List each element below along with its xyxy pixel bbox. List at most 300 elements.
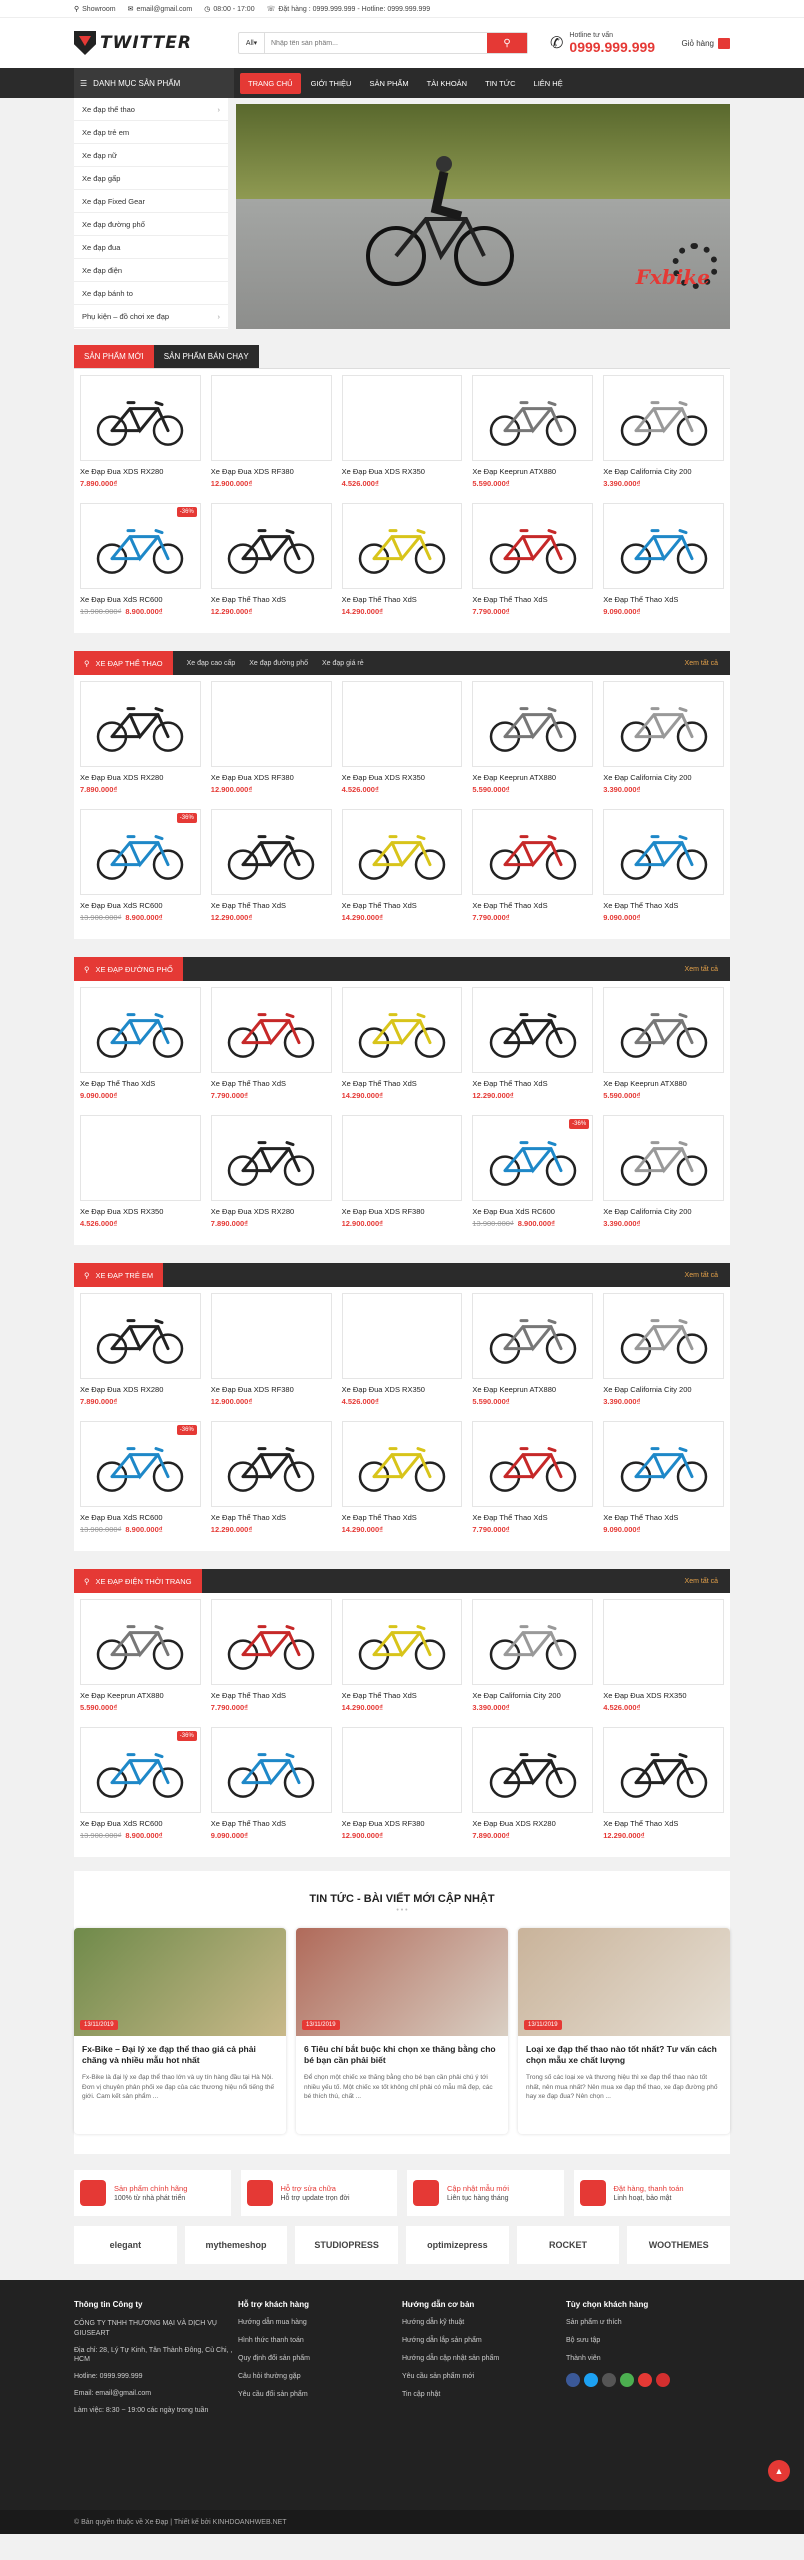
product-image[interactable] (342, 809, 463, 895)
product-name[interactable]: Xe Đạp Đua XDS RX280 (80, 467, 164, 476)
news-title: TIN TỨC - BÀI VIẾT MỚI CẬP NHẬT (309, 1893, 495, 1905)
product-card[interactable] (342, 809, 463, 933)
current-price: 14.290.000₫ (341, 1703, 383, 1712)
tab-0[interactable]: SẢN PHẨM MỚI (74, 345, 154, 368)
product-name[interactable]: Xe Đạp Đua XDS RF380 (341, 1819, 425, 1828)
menu-item-5[interactable]: LIÊN HỆ (533, 78, 563, 88)
bike-illustration (223, 1007, 319, 1059)
product-name[interactable]: Xe Đạp Keeprun ATX880 (472, 773, 557, 782)
brand-logo[interactable]: mythemeshop (185, 2226, 288, 2264)
hero (74, 98, 730, 329)
product-card[interactable] (80, 987, 201, 1111)
footer-link[interactable]: Hướng dẫn kỹ thuật (402, 2319, 465, 2326)
cart-button[interactable] (682, 38, 730, 49)
product-name[interactable]: Xe Đạp Đua XDS RF380 (210, 773, 294, 782)
footer-link[interactable]: Thành viên (566, 2355, 601, 2362)
product-image[interactable] (211, 1115, 332, 1201)
product-name[interactable]: Xe Đạp Đua XDS RX350 (80, 1207, 164, 1216)
product-card[interactable] (80, 503, 201, 627)
product-image[interactable] (342, 1115, 463, 1201)
bike-illustration (616, 395, 712, 447)
logo-text: TWITTER (100, 33, 192, 53)
product-card[interactable] (603, 375, 724, 499)
feature-box (241, 2170, 398, 2216)
product-card[interactable] (472, 681, 593, 805)
footer-link[interactable]: Câu hỏi thường gặp (238, 2373, 301, 2380)
product-name[interactable]: Xe Đạp Keeprun ATX880 (472, 1385, 557, 1394)
bike-illustration (354, 523, 450, 575)
section-sublink[interactable]: Xe đạp giá rẻ (321, 659, 364, 667)
old-price: 13.900.000₫ (80, 1831, 122, 1840)
product-card[interactable] (80, 1421, 201, 1545)
product-image[interactable] (80, 1421, 201, 1507)
product-image[interactable] (211, 987, 332, 1073)
menu-item-1[interactable]: GIỚI THIỆU (310, 78, 352, 88)
product-card[interactable] (211, 1115, 332, 1239)
feature-text (281, 2184, 350, 2202)
section-header (74, 957, 730, 981)
product-name[interactable]: Xe Đạp Đua XdS RC600 (80, 1819, 163, 1828)
product-image[interactable] (342, 1293, 463, 1379)
hotline[interactable] (550, 32, 655, 55)
product-image[interactable] (80, 1115, 201, 1201)
view-all-link[interactable]: Xem tất cả (684, 965, 718, 973)
product-name[interactable]: Xe Đạp Thể Thao XdS (603, 595, 679, 604)
product-price (80, 479, 201, 488)
product-image[interactable] (80, 987, 201, 1073)
product-price (80, 1397, 201, 1406)
current-price: 8.900.000₫ (517, 1219, 555, 1228)
product-image[interactable] (603, 1599, 724, 1685)
brand-logo[interactable]: ROCKET (517, 2226, 620, 2264)
product-card[interactable] (472, 1421, 593, 1545)
product-image[interactable] (472, 1727, 593, 1813)
search-button[interactable] (487, 33, 527, 53)
menu-item-4[interactable]: TIN TỨC (485, 78, 516, 88)
product-name[interactable]: Xe Đạp Keeprun ATX880 (472, 467, 557, 476)
product-name[interactable]: Xe Đạp Đua XDS RX350 (341, 773, 425, 782)
product-name[interactable]: Xe Đạp Đua XDS RX280 (80, 1385, 164, 1394)
news-excerpt: Để chọn một chiếc xe thăng bằng cho bé bạn cần phải chú ý tới nhiều yếu tố. Một chiếc xe tốt không chỉ phải có mẫu mã đẹp, các bé thích thú, chất ... (304, 2073, 493, 2101)
product-image[interactable] (80, 1727, 201, 1813)
product-name[interactable]: Xe Đạp Đua XdS RC600 (80, 1513, 163, 1522)
product-image[interactable] (211, 1293, 332, 1379)
product-image[interactable] (80, 375, 201, 461)
box-icon (413, 2180, 439, 2206)
product-card[interactable] (472, 809, 593, 933)
feature-title: Hỗ trợ sửa chữa (280, 2184, 336, 2193)
product-name[interactable]: Xe Đạp Thể Thao XdS (210, 1079, 286, 1088)
hotline-label: Hotline tư vấn (569, 31, 614, 39)
product-card[interactable] (211, 375, 332, 499)
view-all-link[interactable]: Xem tất cả (684, 1577, 718, 1585)
category-menu-toggle[interactable] (74, 68, 234, 98)
current-price: 8.900.000₫ (125, 1831, 163, 1840)
product-name[interactable]: Xe Đạp Đua XDS RX280 (210, 1207, 295, 1216)
product-image[interactable] (342, 1727, 463, 1813)
product-card[interactable] (342, 1115, 463, 1239)
product-card[interactable] (211, 681, 332, 805)
category-item[interactable] (74, 236, 228, 259)
product-price (211, 785, 332, 794)
facebook-icon[interactable] (566, 2373, 580, 2387)
product-image[interactable] (80, 503, 201, 589)
news-card[interactable] (518, 1928, 730, 2134)
product-card[interactable] (342, 1293, 463, 1417)
bike-illustration (92, 395, 188, 447)
product-card[interactable] (80, 1599, 201, 1723)
section-title[interactable] (74, 651, 173, 675)
category-item[interactable] (74, 98, 228, 121)
category-item[interactable] (74, 190, 228, 213)
news-title[interactable]: Loại xe đạp thể thao nào tốt nhất? Tư vấn cách chọn mẫu xe chất lượng (526, 2044, 717, 2066)
category-item[interactable] (74, 121, 228, 144)
search-category-select[interactable]: All ▾ (239, 33, 265, 53)
product-card[interactable] (342, 503, 463, 627)
menu-item-2[interactable]: SẢN PHẨM (369, 78, 409, 88)
news-date: 13/11/2019 (302, 2020, 340, 2030)
product-image[interactable] (342, 375, 463, 461)
product-card[interactable] (342, 1727, 463, 1851)
category-item[interactable] (74, 144, 228, 167)
product-name[interactable]: Xe Đạp Thể Thao XdS (210, 1819, 286, 1828)
product-image[interactable] (472, 503, 593, 589)
product-image[interactable] (472, 1115, 593, 1201)
product-card[interactable] (603, 809, 724, 933)
product-card[interactable] (211, 1293, 332, 1417)
product-image[interactable] (80, 1293, 201, 1379)
product-card[interactable] (211, 503, 332, 627)
product-card[interactable] (342, 1599, 463, 1723)
product-name[interactable]: Xe Đạp Thể Thao XdS (341, 595, 417, 604)
current-price: 14.290.000₫ (341, 1091, 383, 1100)
footer-link[interactable]: Bộ sưu tập (566, 2337, 601, 2344)
product-image[interactable] (80, 809, 201, 895)
product-image[interactable] (603, 1115, 724, 1201)
search-category-value: All (245, 39, 254, 47)
product-price (342, 913, 463, 922)
product-price (342, 1703, 463, 1712)
logo-shield-icon (74, 31, 96, 55)
product-card[interactable] (603, 1421, 724, 1545)
product-image[interactable] (80, 1599, 201, 1685)
product-card[interactable] (211, 987, 332, 1111)
bike-illustration (616, 1747, 712, 1799)
section-title[interactable] (74, 1263, 163, 1287)
product-card[interactable] (80, 375, 201, 499)
current-price: 7.790.000₫ (472, 607, 510, 616)
news-image[interactable] (518, 1928, 730, 2036)
email-icon[interactable] (602, 2373, 616, 2387)
product-image[interactable] (211, 1599, 332, 1685)
product-image[interactable] (342, 1421, 463, 1507)
product-name[interactable]: Xe Đạp Thể Thao XdS (210, 595, 286, 604)
product-card[interactable] (80, 1293, 201, 1417)
product-name[interactable]: Xe Đạp Thể Thao XdS (603, 901, 679, 910)
product-card[interactable] (603, 681, 724, 805)
current-price: 5.590.000₫ (472, 785, 510, 794)
product-name[interactable]: Xe Đạp Đua XdS RC600 (80, 595, 163, 604)
news-image[interactable] (74, 1928, 286, 2036)
product-name[interactable]: Xe Đạp Thể Thao XdS (472, 1513, 548, 1522)
product-name[interactable]: Xe Đạp California City 200 (603, 467, 692, 476)
product-name[interactable]: Xe Đạp Thể Thao XdS (210, 1691, 286, 1700)
current-price: 7.890.000₫ (80, 479, 118, 488)
feature-text (614, 2184, 684, 2202)
email-link[interactable] (128, 5, 193, 13)
product-image[interactable] (472, 1293, 593, 1379)
product-image[interactable] (603, 1727, 724, 1813)
badge-icon (80, 2180, 106, 2206)
product-name[interactable]: Xe Đạp Đua XDS RX350 (341, 467, 425, 476)
footer-link[interactable]: Quy định đổi sản phẩm (238, 2355, 310, 2362)
product-price (472, 1831, 593, 1840)
product-card[interactable] (211, 1421, 332, 1545)
footer-link[interactable]: Hình thức thanh toán (238, 2337, 304, 2344)
footer-link[interactable]: Tin cập nhật (402, 2391, 441, 2398)
youtube-icon[interactable] (656, 2373, 670, 2387)
product-card[interactable] (211, 809, 332, 933)
product-price (472, 913, 593, 922)
brand-logo[interactable]: WOOTHEMES (627, 2226, 730, 2264)
product-card[interactable] (80, 1115, 201, 1239)
product-name[interactable]: Xe Đạp California City 200 (472, 1691, 561, 1700)
product-name[interactable]: Xe Đạp California City 200 (603, 773, 692, 782)
product-name[interactable]: Xe Đạp Đua XDS RX350 (603, 1691, 687, 1700)
product-image[interactable] (211, 1727, 332, 1813)
product-image[interactable] (211, 809, 332, 895)
section-sublink[interactable]: Xe đạp cao cấp (186, 659, 236, 667)
product-image[interactable] (603, 503, 724, 589)
menu-item-3[interactable]: TÀI KHOẢN (426, 78, 468, 88)
product-name[interactable]: Xe Đạp Thể Thao XdS (603, 1513, 679, 1522)
bike-illustration (616, 1007, 712, 1059)
news-image[interactable] (296, 1928, 508, 2036)
product-card[interactable] (80, 681, 201, 805)
product-card[interactable] (472, 987, 593, 1111)
product-name[interactable]: Xe Đạp Đua XdS RC600 (472, 1207, 555, 1216)
product-card[interactable] (603, 503, 724, 627)
current-price: 12.290.000₫ (472, 1091, 514, 1100)
hero-banner[interactable] (236, 104, 730, 329)
brand-logo[interactable]: elegant (74, 2226, 177, 2264)
brand-logo[interactable]: STUDIOPRESS (295, 2226, 398, 2264)
footer-link[interactable]: Yêu cầu đổi sản phẩm (238, 2391, 308, 2398)
product-name[interactable]: Xe Đạp Đua XdS RC600 (80, 901, 163, 910)
product-image[interactable] (472, 681, 593, 767)
product-card[interactable] (211, 1599, 332, 1723)
menu-item-0[interactable]: TRANG CHỦ (240, 73, 301, 94)
product-image[interactable] (211, 503, 332, 589)
phone-icon[interactable] (620, 2373, 634, 2387)
search-input[interactable] (265, 33, 487, 53)
section-sublink[interactable]: Xe đạp đường phố (249, 659, 308, 667)
product-image[interactable] (211, 681, 332, 767)
product-name[interactable]: Xe Đạp Keeprun ATX880 (80, 1691, 164, 1700)
product-card[interactable] (603, 1599, 724, 1723)
feature-title: Sản phẩm chính hãng (114, 2184, 188, 2193)
product-card[interactable] (342, 987, 463, 1111)
product-image[interactable] (211, 1421, 332, 1507)
news-title[interactable]: 6 Tiêu chí bắt buộc khi chọn xe thăng bằng cho bé bạn cần phải biết (304, 2044, 496, 2066)
product-image[interactable] (342, 503, 463, 589)
product-price (80, 1831, 201, 1840)
brand-logo[interactable]: optimizepress (406, 2226, 509, 2264)
news-card[interactable] (74, 1928, 286, 2134)
bike-illustration (92, 1007, 188, 1059)
current-price: 12.900.000₫ (210, 785, 253, 794)
category-item[interactable] (74, 259, 228, 282)
product-card[interactable] (603, 987, 724, 1111)
product-card[interactable] (472, 1727, 593, 1851)
product-card[interactable] (472, 1115, 593, 1239)
product-image[interactable] (603, 375, 724, 461)
current-price: 9.090.000₫ (603, 913, 641, 922)
current-price: 12.900.000₫ (341, 1831, 383, 1840)
product-name[interactable]: Xe Đạp Thể Thao XdS (341, 1691, 417, 1700)
brand-logos (74, 2226, 730, 2264)
product-card[interactable] (80, 809, 201, 933)
product-image[interactable] (603, 809, 724, 895)
product-name[interactable]: Xe Đạp Đua XDS RF380 (341, 1207, 425, 1216)
product-name[interactable]: Xe Đạp California City 200 (603, 1385, 692, 1394)
product-image[interactable] (211, 375, 332, 461)
footer-link[interactable]: Hướng dẫn lắp sản phẩm (402, 2337, 482, 2344)
bike-icon: ⚲ (84, 964, 90, 974)
product-name[interactable]: Xe Đạp Thể Thao XdS (210, 1513, 286, 1522)
current-price: 4.526.000₫ (341, 479, 379, 488)
back-to-top-button[interactable] (768, 2460, 790, 2482)
product-name[interactable]: Xe Đạp Đua XDS RX280 (472, 1819, 556, 1828)
category-item[interactable] (74, 305, 228, 328)
product-name[interactable]: Xe Đạp Thể Thao XdS (472, 1079, 548, 1088)
product-image[interactable] (342, 681, 463, 767)
product-name[interactable]: Xe Đạp Thể Thao XdS (210, 901, 286, 910)
bike-illustration (354, 1619, 450, 1671)
product-name[interactable]: Xe Đạp Thể Thao XdS (472, 595, 548, 604)
footer-link[interactable]: Yêu cầu sản phẩm mới (402, 2373, 475, 2380)
product-image[interactable] (472, 1599, 593, 1685)
product-image[interactable] (342, 1599, 463, 1685)
product-image[interactable] (603, 1421, 724, 1507)
current-price: 9.090.000₫ (603, 1525, 641, 1534)
product-grid (80, 1599, 724, 1851)
product-image[interactable] (603, 987, 724, 1073)
mail-icon: ✉ (127, 6, 134, 13)
news-title[interactable]: Fx-Bike – Đại lý xe đạp thể thao giá cả phải chăng và nhiều mẫu hot nhất (82, 2044, 256, 2066)
product-image[interactable] (603, 1293, 724, 1379)
product-name[interactable]: Xe Đạp California City 200 (603, 1207, 692, 1216)
pinterest-icon[interactable] (638, 2373, 652, 2387)
product-image[interactable] (80, 681, 201, 767)
menu (240, 68, 571, 98)
bike-icon: ⚲ (84, 1270, 90, 1280)
cyclist-illustration (366, 144, 516, 294)
product-card[interactable] (211, 1727, 332, 1851)
product-price (342, 1397, 463, 1406)
product-card[interactable] (472, 1293, 593, 1417)
product-name[interactable]: Xe Đạp Thể Thao XdS (341, 901, 417, 910)
product-card[interactable] (603, 1293, 724, 1417)
footer-options-title: Tùy chọn khách hàng (566, 2300, 649, 2309)
footer-options (566, 2300, 730, 2423)
current-price: 12.290.000₫ (210, 607, 253, 616)
view-all-link[interactable]: Xem tất cả (684, 659, 718, 667)
product-card[interactable] (80, 1727, 201, 1851)
product-name[interactable]: Xe Đạp Đua XDS RX350 (341, 1385, 425, 1394)
product-image[interactable] (472, 375, 593, 461)
sale-badge: -36% (177, 507, 197, 517)
search-bar (238, 32, 528, 54)
product-image[interactable] (342, 987, 463, 1073)
product-name[interactable]: Xe Đạp Thể Thao XdS (341, 1513, 417, 1522)
category-item[interactable] (74, 167, 228, 190)
product-image[interactable] (472, 809, 593, 895)
product-name[interactable]: Xe Đạp Thể Thao XdS (341, 1079, 417, 1088)
product-card[interactable] (342, 681, 463, 805)
product-image[interactable] (472, 1421, 593, 1507)
product-card[interactable] (342, 1421, 463, 1545)
product-card[interactable] (603, 1727, 724, 1851)
product-name[interactable]: Xe Đạp Keeprun ATX880 (603, 1079, 687, 1088)
feature-box (74, 2170, 231, 2216)
phone-info (267, 5, 431, 13)
category-item[interactable] (74, 282, 228, 305)
product-name[interactable]: Xe Đạp Đua XDS RF380 (210, 467, 294, 476)
product-card[interactable] (472, 503, 593, 627)
current-price: 12.900.000₫ (341, 1219, 383, 1228)
view-all-link[interactable]: Xem tất cả (684, 1271, 718, 1279)
product-image[interactable] (472, 987, 593, 1073)
bike-illustration (92, 1313, 188, 1365)
news-card[interactable] (296, 1928, 508, 2134)
product-name[interactable]: Xe Đạp Thể Thao XdS (80, 1079, 156, 1088)
bike-illustration (92, 701, 188, 753)
twitter-icon[interactable] (584, 2373, 598, 2387)
product-card[interactable] (472, 1599, 593, 1723)
section-title[interactable] (74, 1569, 202, 1593)
showroom-link[interactable] (74, 5, 116, 13)
footer-link[interactable]: Hướng dẫn cập nhật sản phẩm (402, 2355, 500, 2362)
product-name[interactable]: Xe Đạp Đua XDS RX280 (80, 773, 164, 782)
footer-hotline: Hotline: 0999.999.999 (74, 2373, 143, 2381)
product-name[interactable]: Xe Đạp Thể Thao XdS (603, 1819, 679, 1828)
bike-illustration (485, 395, 581, 447)
bike-illustration (616, 1135, 712, 1187)
section-header (74, 651, 730, 675)
top-bar (0, 0, 804, 18)
footer-link[interactable]: Sản phẩm ư thích (566, 2319, 622, 2326)
tab-1[interactable]: SẢN PHẨM BÁN CHẠY (154, 345, 259, 368)
section-title[interactable] (74, 957, 183, 981)
site-logo[interactable] (74, 31, 238, 55)
clock-icon: ◷ (204, 6, 211, 13)
product-name[interactable]: Xe Đạp Đua XDS RF380 (210, 1385, 294, 1394)
product-price (472, 1703, 593, 1712)
category-item[interactable] (74, 213, 228, 236)
footer-link[interactable]: Hướng dẫn mua hàng (238, 2319, 307, 2326)
section-title-label: XE ĐẠP TRẺ EM (95, 1270, 154, 1280)
product-image[interactable] (603, 681, 724, 767)
current-price: 7.890.000₫ (210, 1219, 249, 1228)
old-price: 13.900.000₫ (80, 1525, 122, 1534)
product-card[interactable] (603, 1115, 724, 1239)
features (74, 2170, 730, 2216)
product-name[interactable]: Xe Đạp Thể Thao XdS (472, 901, 548, 910)
product-card[interactable] (342, 375, 463, 499)
current-price: 3.390.000₫ (603, 1397, 641, 1406)
product-card[interactable] (472, 375, 593, 499)
